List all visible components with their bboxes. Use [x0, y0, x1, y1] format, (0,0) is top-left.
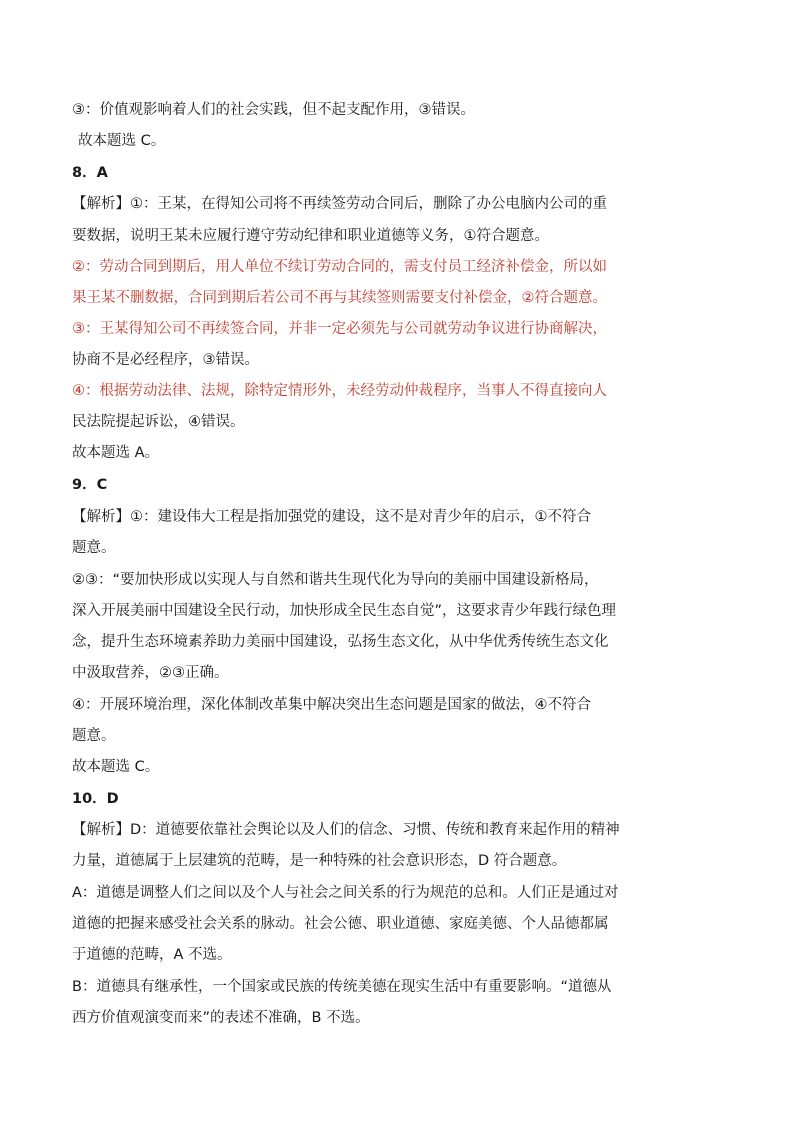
text-line: 协商不是必经程序，③错误。	[72, 352, 259, 368]
text-line: 深入开展美丽中国建设全民行动，加快形成全民生态自觉”，这要求青少年践行绿色理	[72, 603, 617, 619]
answer-heading: 8．A	[72, 165, 108, 181]
text-line: 【解析】D：道德要依靠社会舆论以及人们的信念、习惯、传统和教育来起作用的精神	[72, 822, 620, 838]
text-line: 民法院提起诉讼，④错误。	[72, 414, 245, 430]
text-line: 果王某不删数据，合同到期后若公司不再与其续签则需要支付补偿金，②符合题意。	[72, 290, 607, 306]
text-line: 要数据，说明王某未应履行遵守劳动纪律和职业道德等义务，①符合题意。	[72, 228, 549, 244]
text-line: 道德的把握来感受社会关系的脉动。社会公德、职业道德、家庭美德、个人品德都属	[72, 916, 609, 932]
text-line: B：道德具有继承性，一个国家或民族的传统美德在现实生活中有重要影响。“道德从	[72, 979, 612, 995]
answer-heading: 9．C	[72, 477, 108, 493]
text-line: ③：价值观影响着人们的社会实践，但不起支配作用，③错误。	[72, 102, 475, 118]
text-line: 故本题选 A。	[72, 445, 160, 461]
text-line: 中汲取营养，②③正确。	[72, 665, 229, 681]
answer-heading: 10．D	[72, 791, 119, 807]
text-line: A：道德是调整人们之间以及个人与社会之间关系的行为规范的总和。人们正是通过对	[72, 885, 619, 901]
text-line: 故本题选 C。	[72, 759, 160, 775]
text-line: ②③：“要加快形成以实现人与自然和谐共生现代化为导向的美丽中国建设新格局，	[72, 572, 599, 588]
text-line: 【解析】①：建设伟大工程是指加强党的建设，这不是对青少年的启示，①不符合	[72, 509, 591, 525]
text-line: 于道德的范畴，A 不选。	[72, 947, 232, 963]
text-line: ④：开展环境治理，深化体制改革集中解决突出生态问题是国家的做法，④不符合	[72, 697, 591, 713]
text-line: 西方价值观演变而来”的表述不准确，B 不选。	[72, 1010, 370, 1026]
text-line: 故本题选 C。	[78, 133, 166, 149]
text-line: 【解析】①：王某，在得知公司将不再续签劳动合同后，删除了办公电脑内公司的重	[72, 196, 607, 212]
text-line: 念，提升生态环境素养助力美丽中国建设，弘扬生态文化，从中华优秀传统生态文化	[72, 634, 609, 650]
text-line: 力量，道德属于上层建筑的范畴，是一种特殊的社会意识形态，D 符合题意。	[72, 853, 567, 869]
text-line: ④：根据劳动法律、法规，除特定情形外，未经劳动仲裁程序，当事人不得直接向人	[72, 383, 607, 399]
text-line: ②：劳动合同到期后，用人单位不续订劳动合同的，需支付员工经济补偿金，所以如	[72, 259, 607, 275]
text-line: 题意。	[72, 728, 116, 744]
text-line: 题意。	[72, 540, 116, 556]
text-line: ③：王某得知公司不再续签合同，并非一定必须先与公司就劳动争议进行协商解决，	[72, 321, 607, 337]
